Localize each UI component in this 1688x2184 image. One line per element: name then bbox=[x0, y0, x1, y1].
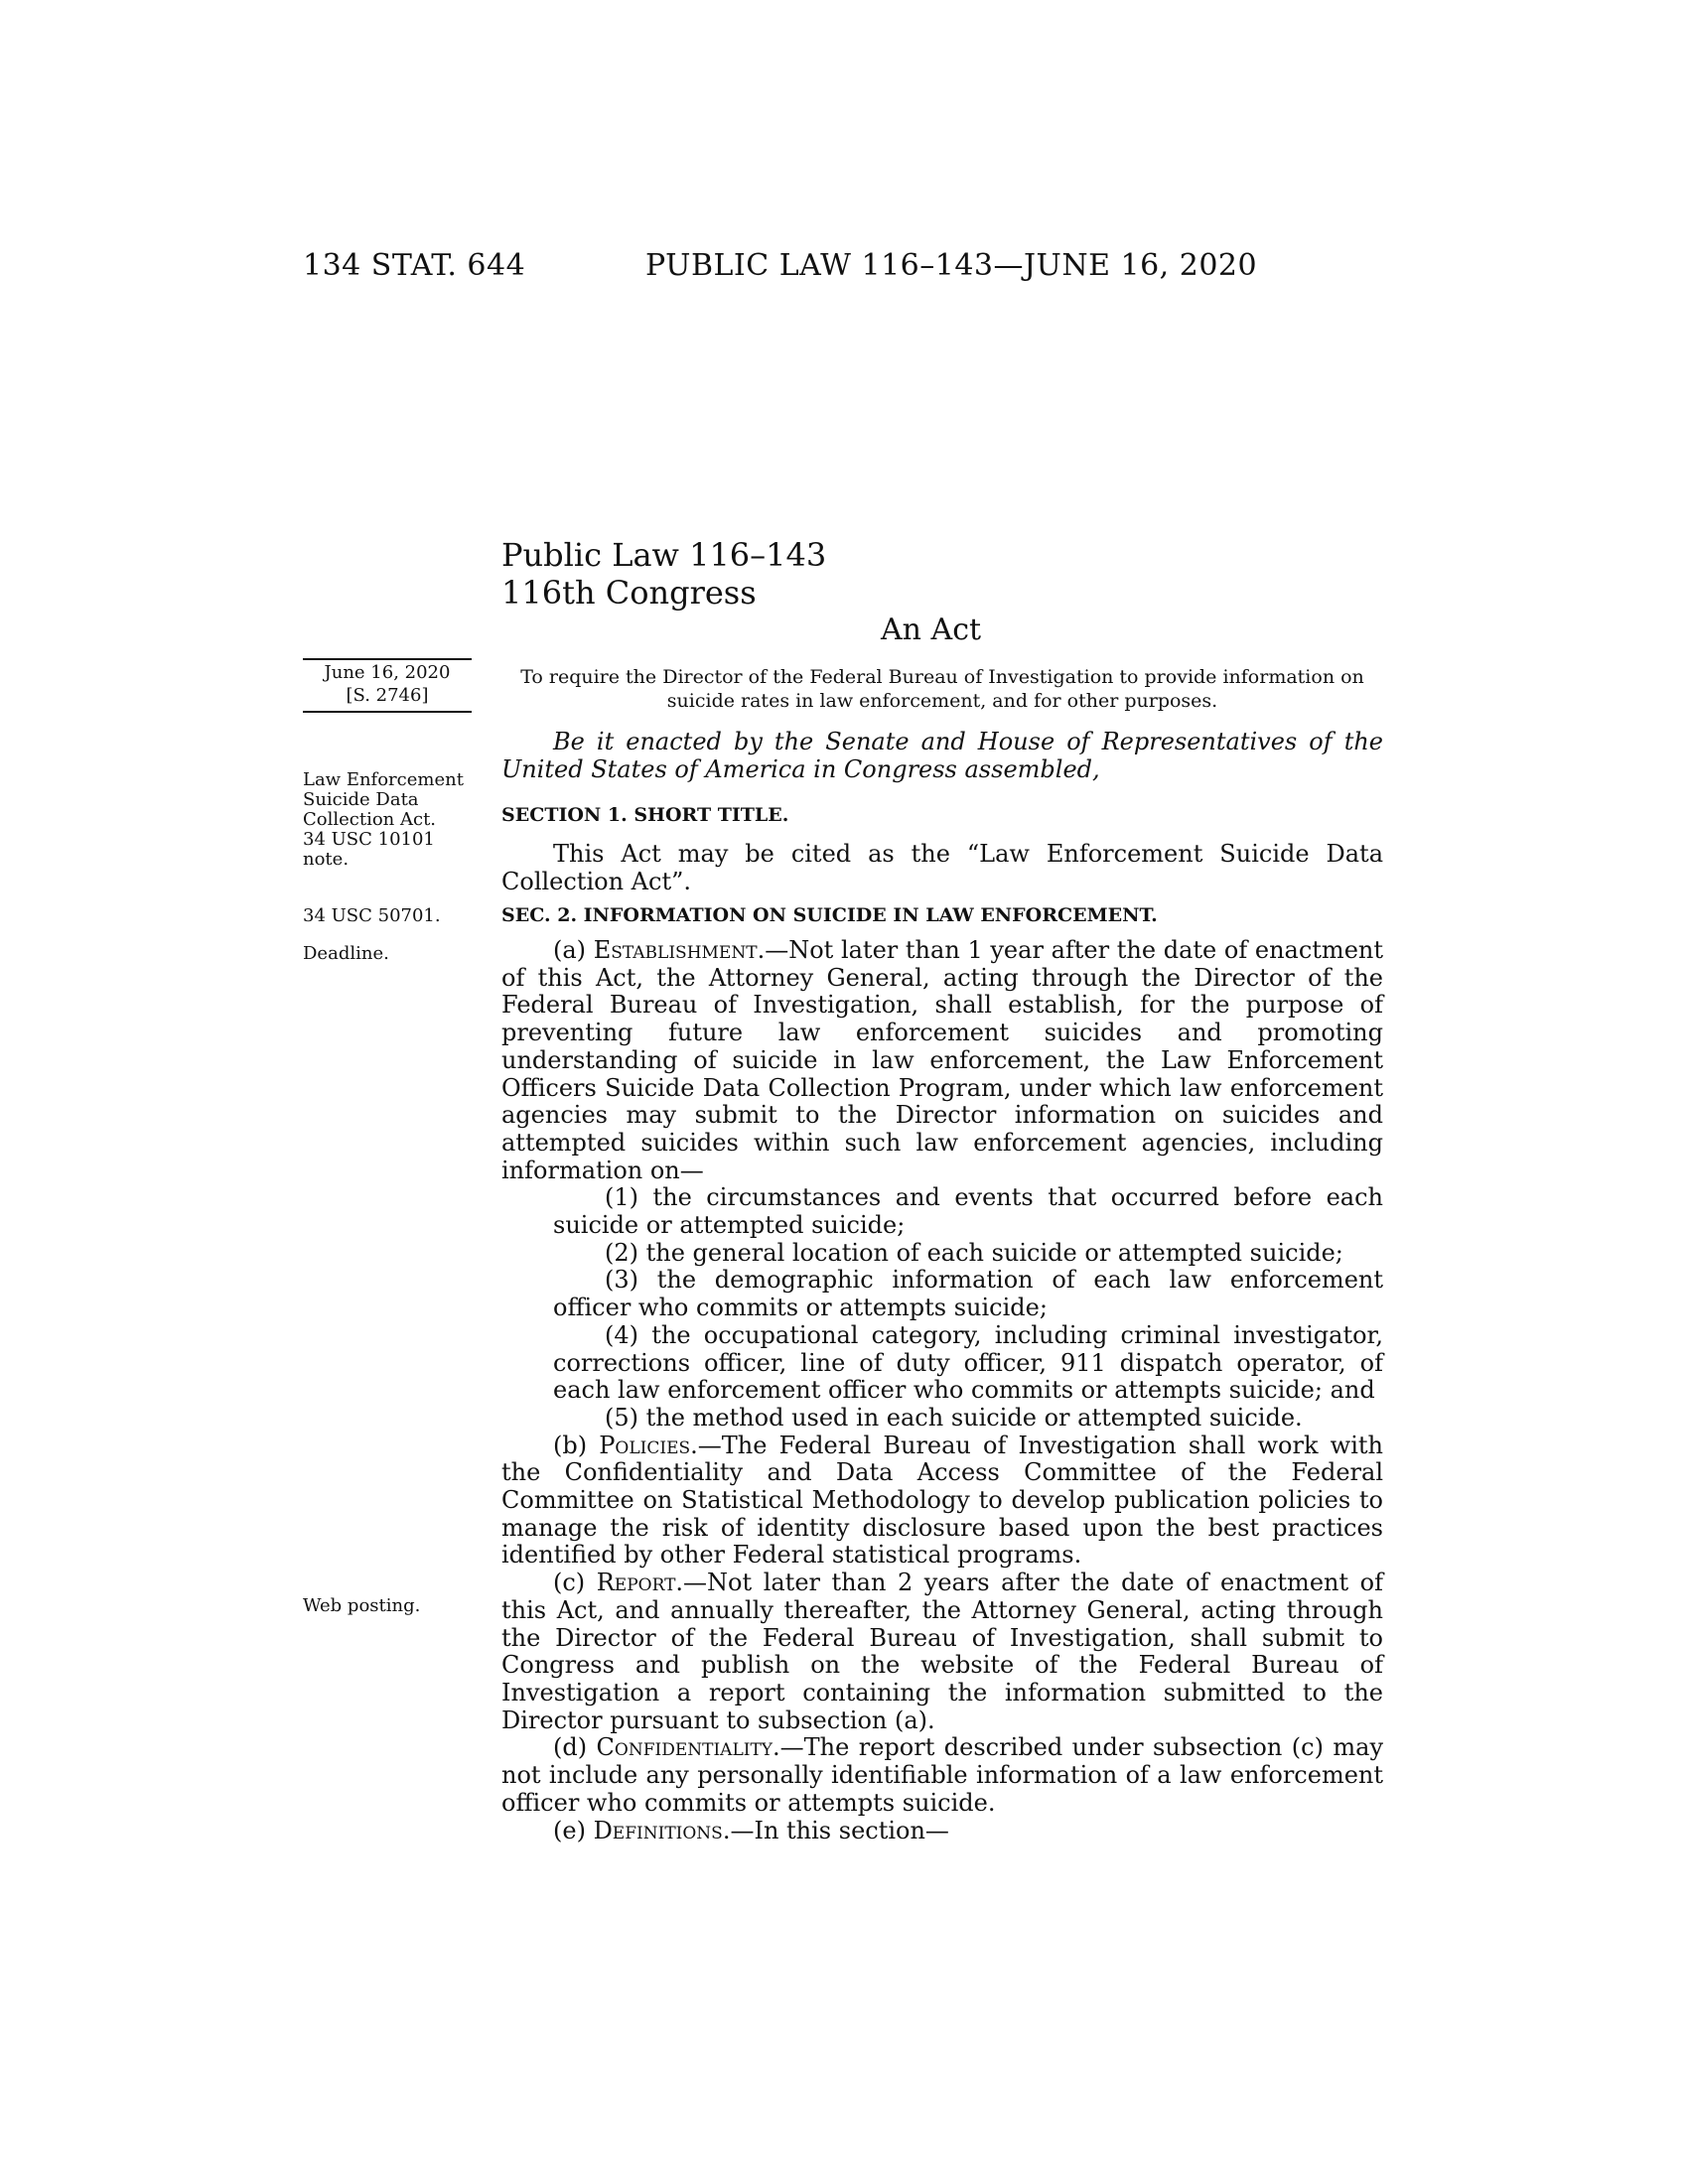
bill-number: [S. 2746] bbox=[346, 685, 429, 706]
section-1-text: This Act may be cited as the “Law Enforcement Suicide Data Collection Act”. bbox=[501, 840, 1383, 896]
subsection-label: (d) bbox=[553, 1733, 597, 1762]
subsection-a bbox=[501, 937, 1383, 1184]
subsection-title: Policies bbox=[599, 1431, 691, 1459]
list-item: (2) the general location of each suicide or attempted suicide; bbox=[605, 1238, 1343, 1267]
margin-note-deadline: Deadline. bbox=[303, 943, 389, 964]
congress-number: 116th Congress bbox=[501, 574, 757, 612]
subsection-e bbox=[501, 1818, 1383, 1845]
subsection-label: (c) bbox=[553, 1569, 597, 1597]
subsection-text: .—Not later than 2 years after the date of enactment of this Act, and annually thereafter, the Attorney General, acting through the Director of the Federal Bureau of Investigation, shall submit to Congress and publish on the website of the Federal Bureau of Investigation a report containing the information submitted to the Director pursuant to subsection (a). bbox=[501, 1569, 1383, 1734]
margin-note-line: Suicide Data bbox=[303, 789, 419, 810]
section-1-heading: SECTION 1. SHORT TITLE. bbox=[501, 804, 789, 827]
section-2 bbox=[501, 903, 1383, 1844]
subsection-label: (a) bbox=[553, 936, 594, 964]
page-stat-citation: 134 STAT. 644 bbox=[303, 248, 526, 283]
enacting-section bbox=[501, 729, 1383, 896]
title-block bbox=[501, 536, 826, 612]
margin-note-short-title bbox=[303, 770, 482, 870]
subsection-text: .—Not later than 1 year after the date of enactment of this Act, the Attorney General, acting through the Director of the Federal Bureau of Investigation, shall establish, for the purpose of preventing future law enforcement suicides and promoting understanding of suicide in law enforcement, the Law Enforcement Officers Suicide Data Collection Program, under which law enforcement agencies may submit to the Director information on suicides and attempted suicides within such law enforcement agencies, including information on— bbox=[501, 936, 1383, 1184]
list-item: (1) the circumstances and events that occurred before each suicide or attempted suicide; bbox=[553, 1183, 1383, 1240]
subsection-b bbox=[501, 1433, 1383, 1570]
subsection-title: Report bbox=[596, 1569, 676, 1597]
margin-note-line: note. bbox=[303, 849, 350, 870]
subsection-c bbox=[501, 1570, 1383, 1734]
enacting-clause: Be it enacted by the Senate and House of Representatives of the United States of America in Congress assembled, bbox=[501, 728, 1383, 783]
list-item: (4) the occupational category, including criminal investigator, corrections officer, line of duty officer, 911 dispatch operator, of each law enforcement officer who commits or attempts suicide; and bbox=[553, 1320, 1383, 1405]
margin-note-line: 34 USC 10101 bbox=[303, 829, 435, 850]
date-top-rule bbox=[303, 658, 472, 660]
public-law-number: Public Law 116–143 bbox=[501, 536, 827, 574]
date-bottom-rule bbox=[303, 711, 472, 713]
margin-note-usc: 34 USC 50701. bbox=[303, 905, 441, 926]
subsection-title: Confidentiality bbox=[596, 1733, 774, 1762]
subsection-text: .—The Federal Bureau of Investigation shall work with the Confidentiality and Data Access Committee of the Federal Committee on Statistical Methodology to develop publication policies to manage the risk of identity disclosure based upon the best practices identified by other Federal statistical programs. bbox=[501, 1431, 1384, 1570]
subsection-title: Definitions bbox=[593, 1816, 723, 1844]
subsection-title: Establishment bbox=[593, 936, 758, 964]
subsection-label: (b) bbox=[553, 1431, 600, 1459]
margin-note-web-posting: Web posting. bbox=[303, 1595, 421, 1616]
subsection-text: .—In this section— bbox=[722, 1816, 949, 1844]
an-act-heading: An Act bbox=[881, 613, 982, 647]
subsection-d bbox=[501, 1734, 1383, 1817]
enactment-date: June 16, 2020 bbox=[324, 662, 451, 683]
list-item: (5) the method used in each suicide or attempted suicide. bbox=[605, 1403, 1303, 1432]
subsection-label: (e) bbox=[553, 1816, 594, 1844]
margin-note-line: Collection Act. bbox=[303, 809, 437, 830]
subsection-text: .—The report described under subsection (c) may not include any personally identifiable information of a law enforcement officer who commits or attempts suicide. bbox=[501, 1733, 1384, 1817]
long-title: To require the Director of the Federal Bureau of Investigation to provide information on suicide rates in law enforcement, and for other purposes. bbox=[520, 666, 1364, 712]
list-item: (3) the demographic information of each law enforcement officer who commits or attempts suicide; bbox=[553, 1266, 1383, 1322]
running-header: PUBLIC LAW 116–143—JUNE 16, 2020 bbox=[645, 248, 1258, 283]
section-2-heading: SEC. 2. INFORMATION ON SUICIDE IN LAW ENFORCEMENT. bbox=[501, 904, 1158, 926]
margin-note-line: Law Enforcement bbox=[303, 769, 464, 790]
